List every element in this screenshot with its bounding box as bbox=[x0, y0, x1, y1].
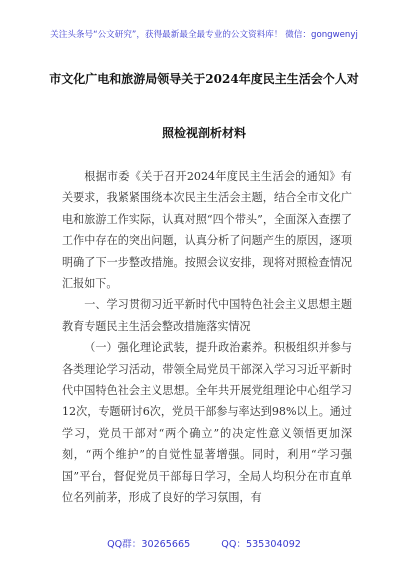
paragraph-section-heading: 一、学习贯彻习近平新时代中国特色社会主义思想主题教育专题民主生活会整改措施落实情况 bbox=[62, 298, 352, 333]
paragraph-subsection-1: （一）强化理论武装，提升政治素养。积极组织并参与各类理论学习活动，带领全局党员干部深入学习习近平新时代中国特色社会主义思想。全年共开展党组理论中心组学习12次，专题研讨6次，党员干部参与率达到98%以上。通过学习，党员干部对“两个确立”的决定性意义领悟更加深刻，“两个维护”的自觉性显著增强。同时，利用“学习强国”平台，督促党员干部每日学习，全局人均积分在市直单位名列前茅，形成了良好的学习氛围，有 bbox=[62, 341, 352, 505]
paragraph-intro: 根据市委《关于召开2024年度民主生活会的通知》有关要求，我紧紧围绕本次民主生活会主题，结合全市文化广电和旅游工作实际，认真对照“四个带头”，全面深入查摆了工作中存在的突出问题，认真分析了问题产生的原因，逐项明确了下一步整改措施。按照会议安排，现将对照检查情况汇报如下。 bbox=[62, 170, 352, 291]
footer-qq-group: QQ群：30265665 bbox=[107, 539, 191, 550]
document-title-line-2: 照检视剖析材料 bbox=[161, 126, 246, 140]
document-body bbox=[62, 166, 352, 509]
footer-contact bbox=[0, 536, 408, 550]
document-title-line-1: 市文化广电和旅游局领导关于2024年度民主生活会个人对 bbox=[49, 72, 359, 86]
header-note: 关注头条号“公文研究”，获得最新最全最专业的公文资料库！ 微信：gongwenyj bbox=[50, 30, 358, 40]
footer-qq: QQ：535304092 bbox=[221, 539, 301, 550]
